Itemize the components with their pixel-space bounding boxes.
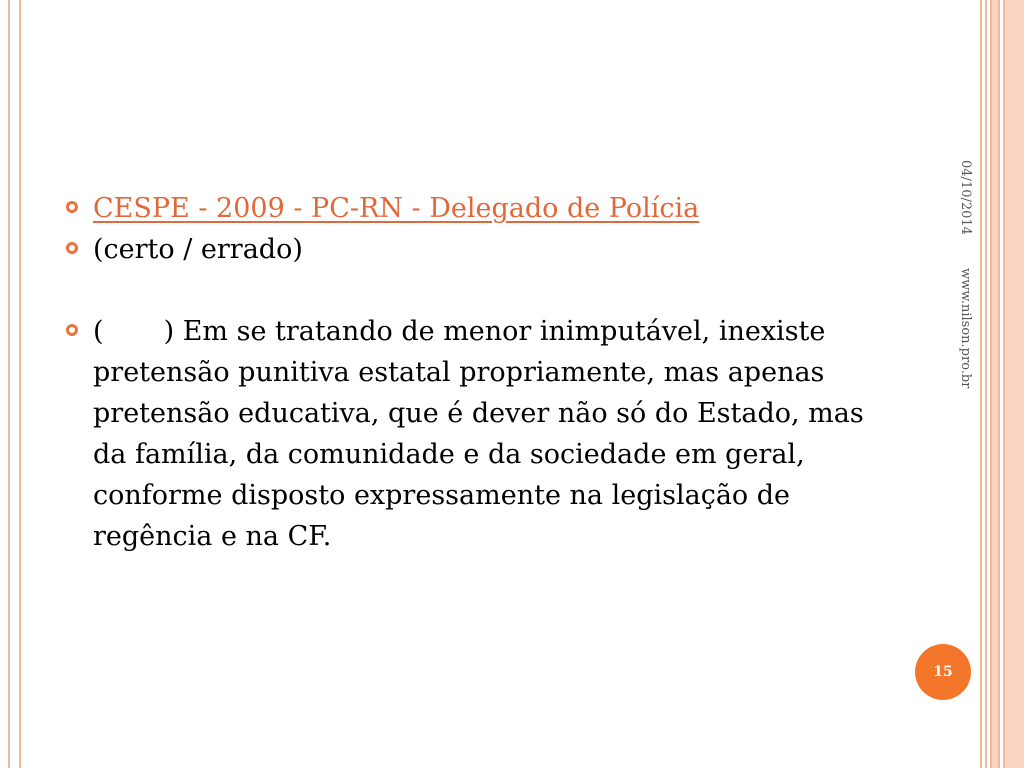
circle-bullet-icon (66, 324, 78, 336)
right-stripe (1003, 0, 1024, 768)
page-number-badge (915, 644, 971, 700)
side-website: www.nilson.pro.br (958, 268, 973, 389)
page-number: 15 (933, 664, 953, 680)
answer-type-text: (certo / errado) (93, 234, 303, 265)
bullet-item-source (64, 188, 884, 229)
left-frame-border (8, 0, 21, 768)
bullet-item-answer-type (64, 229, 884, 270)
right-stripe (990, 0, 1000, 768)
bullet-item-question (64, 311, 884, 557)
circle-bullet-icon (66, 242, 78, 254)
right-stripe (980, 0, 982, 768)
question-text: ( ) Em se tratando de menor inimputável, inexiste pretensão punitiva estatal propriamente, mas apenas pretensão educativa, que é dever não só do Estado, mas da família, da comunidade e da sociedade em geral, conforme disposto expressamente na legislação de regência e na CF. (93, 316, 873, 552)
slide-content (64, 188, 884, 557)
side-date: 04/10/2014 (958, 160, 973, 235)
right-stripe (985, 0, 987, 768)
source-link[interactable]: CESPE - 2009 - PC-RN - Delegado de Polícia (93, 193, 700, 224)
circle-bullet-icon (66, 201, 78, 213)
